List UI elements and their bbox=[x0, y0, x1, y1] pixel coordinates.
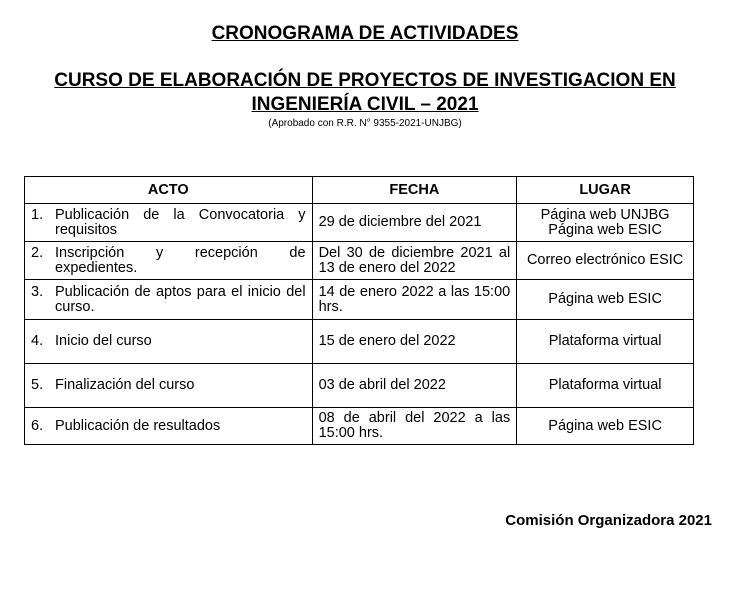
course-title-line2: INGENIERÍA CIVIL – 2021 bbox=[251, 94, 479, 115]
acto-number: 2. bbox=[31, 244, 44, 261]
fecha-cell bbox=[312, 280, 517, 320]
fecha-cell: 29 de diciembre del 2021 bbox=[312, 204, 517, 242]
acto-text: Publicación de la Convocatoria y requisitos bbox=[55, 206, 306, 238]
fecha-text: Del 30 de diciembre 2021 al 13 de enero del 2022 bbox=[318, 244, 511, 276]
table-row bbox=[25, 204, 694, 242]
signature-committee: Comisión Organizadora 2021 bbox=[505, 512, 712, 529]
lugar-cell: Página web ESIC bbox=[517, 408, 694, 445]
table-row bbox=[25, 242, 694, 280]
fecha-cell: 15 de enero del 2022 bbox=[312, 320, 517, 364]
acto-cell bbox=[25, 408, 313, 445]
acto-number: 6. bbox=[31, 417, 44, 434]
fecha-cell bbox=[312, 408, 517, 445]
acto-text: Publicación de resultados bbox=[55, 417, 221, 434]
acto-cell bbox=[25, 320, 313, 364]
lugar-cell: Plataforma virtual bbox=[517, 364, 694, 408]
header-fecha: FECHA bbox=[312, 177, 517, 204]
header-lugar: LUGAR bbox=[517, 177, 694, 204]
table-row bbox=[25, 280, 694, 320]
approval-note: (Aprobado con R.R. N° 9355-2021-UNJBG) bbox=[268, 118, 462, 129]
schedule-table bbox=[24, 176, 694, 445]
lugar-cell: Plataforma virtual bbox=[517, 320, 694, 364]
fecha-cell bbox=[312, 242, 517, 280]
lugar-cell: Página web ESIC bbox=[517, 280, 694, 320]
course-title-line1: CURSO DE ELABORACIÓN DE PROYECTOS DE INVESTIGACION EN bbox=[54, 70, 676, 91]
acto-cell bbox=[25, 280, 313, 320]
header-acto: ACTO bbox=[25, 177, 313, 204]
acto-text: Inicio del curso bbox=[55, 333, 152, 349]
fecha-text: 08 de abril del 2022 a las 15:00 hrs. bbox=[318, 410, 511, 441]
acto-cell bbox=[25, 364, 313, 408]
acto-text: Inscripción y recepción de expedientes. bbox=[55, 244, 306, 276]
fecha-cell: 03 de abril del 2022 bbox=[312, 364, 517, 408]
acto-cell bbox=[25, 242, 313, 280]
acto-text: Finalización del curso bbox=[55, 377, 195, 393]
lugar-cell: Correo electrónico ESIC bbox=[517, 242, 694, 280]
acto-text: Publicación de aptos para el inicio del curso. bbox=[55, 283, 306, 315]
acto-cell bbox=[25, 204, 313, 242]
document-title: CRONOGRAMA DE ACTIVIDADES bbox=[211, 23, 519, 44]
lugar-cell: Página web UNJBG Página web ESIC bbox=[517, 204, 694, 242]
table-header-row bbox=[25, 177, 694, 204]
acto-number: 3. bbox=[31, 283, 44, 300]
acto-number: 1. bbox=[31, 206, 44, 223]
table-row bbox=[25, 320, 694, 364]
table-row bbox=[25, 408, 694, 445]
fecha-text: 14 de enero 2022 a las 15:00 hrs. bbox=[318, 283, 511, 315]
acto-number: 4. bbox=[31, 333, 44, 349]
acto-number: 5. bbox=[31, 377, 44, 393]
table-row bbox=[25, 364, 694, 408]
